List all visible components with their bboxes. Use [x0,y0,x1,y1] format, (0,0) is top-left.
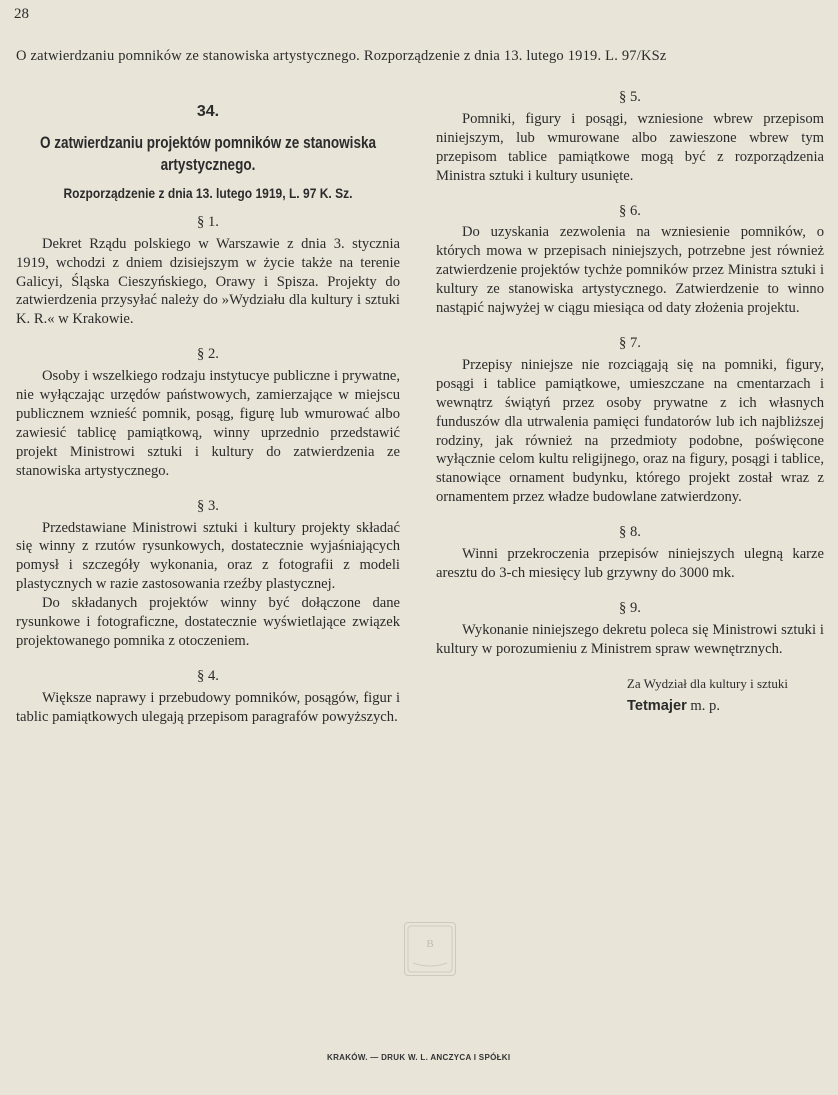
signature-office: Za Wydział dla kultury i sztuki [626,675,788,691]
printer-imprint: KRAKÓW. — DRUK W. L. ANCZYCA I SPÓŁKI [327,1053,511,1062]
section-9-mark: § 9. [619,599,641,616]
section-5-text: Pomniki, figury i posągi, wzniesione wbrew przepisom niniejszym, lub wmurowane albo zawieszone wbrew tym przepisom tablice pamiątkowe mogą być z rozporządzenia Ministra sztuki i kultury usunięte. [436,110,824,184]
right-column [436,84,824,716]
signature [436,697,824,716]
section-7-text: Przepisy niniejsze nie rozciągają się na pomniki, figury, posągi i tablice pamiątkowe, umieszczane na cmentarzach i wewnątrz świątyń przez osoby prywatne z ich własnych funduszów dla utrwalenia pamięci fundatorów lub ich najbliższej rodziny, jak również na przedmioty podobne, poświęcone wyłącznie celom kultu religijnego, oraz na figury, posągi i tablice, stanowiące ornament budynku, którego projekt został wraz z ornamentem przez władze budowlane zatwierdzony. [436,356,824,506]
act-number: 34. [196,103,220,120]
section-3-text-b: Do składanych projektów winny być dołączone dane rysunkowe i fotograficzne, dostatecznie wyświetlające związek projektowanego pomnika z otoczeniem. [16,595,400,649]
section-2-mark: § 2. [197,346,219,363]
section-3-mark: § 3. [197,497,219,514]
section-2-text: Osoby i wszelkiego rodzaju instytucye publiczne i prywatne, nie wyłączając urzędów państwowych, zamierzające w miejscu publicznem wznieść pomnik, posąg, figurę lub wmurować albo zawiesić tablicę pamiątkową, winny uprzednio przedstawić projekt Ministrowi sztuki i kultury do zatwierdzenia ze stanowiska artystycznego. [16,368,400,479]
section-4-mark: § 4. [197,667,219,684]
section-8-mark: § 8. [619,524,641,541]
section-9-text: Wykonanie niniejszego dekretu poleca się Ministrowi sztuki i kultury w porozumieniu z Ministrem spraw wewnętrznych. [436,621,824,657]
act-title: O zatwierdzaniu projektów pomników ze stanowiska artystycznego. [39,133,377,174]
running-header: O zatwierdzaniu pomników ze stanowiska artystycznego. Rozporządzenie z dnia 13. lutego 1919. L. 97/KSz [16,48,667,64]
section-1-mark: § 1. [197,213,219,230]
left-column [16,84,400,727]
section-4-text: Większe naprawy i przebudowy pomników, posągów, figur i tablic pamiątkowych ulegają przepisom paragrafów powyższych. [16,689,400,725]
section-6-mark: § 6. [619,202,641,219]
svg-text:B: B [426,938,434,950]
page-number: 28 [14,6,29,22]
library-stamp [404,922,456,976]
section-7-mark: § 7. [619,334,641,351]
act-subtitle: Rozporządzenie z dnia 13. lutego 1919, L. 97 K. Sz. [63,184,353,201]
signature-suffix: m. p. [690,698,720,715]
stamp-icon [405,923,455,975]
signature-name: Tetmajer [627,698,687,715]
section-1-text: Dekret Rządu polskiego w Warszawie z dnia 3. stycznia 1919, wchodzi z dniem dzisiejszym w życie także na terenie Galicyi, Śląska Cieszyńskiego, Orawy i Spisza. Projekty do zatwierdzenia przysyłać należy do »Wydziału dla kultury i sztuki K. R.« w Krakowie. [16,235,400,328]
section-3-text-a: Przedstawiane Ministrowi sztuki i kultury projekty składać się winny z rzutów rysunkowych, dostatecznie wyjaśniających pomysł i szczegóły wykonania, oraz z fotografii z modeli plastycznych w razie zastosowania rzeźby plastycznej. [16,519,400,593]
section-6-text: Do uzyskania zezwolenia na wzniesienie pomników, o których mowa w przepisach niniejszych, potrzebne jest również zatwierdzenie projektów tychże pomników przez Ministra sztuki i kultury ze stanowiska artystycznego. Zatwierdzenie to winno nastąpić najwyżej w ciągu miesiąca od daty złożenia projektu. [436,224,824,317]
section-8-text: Winni przekroczenia przepisów niniejszych ulegną karze aresztu do 3-ch miesięcy lub grzywny do 3000 mk. [436,546,824,581]
section-5-mark: § 5. [619,89,641,105]
